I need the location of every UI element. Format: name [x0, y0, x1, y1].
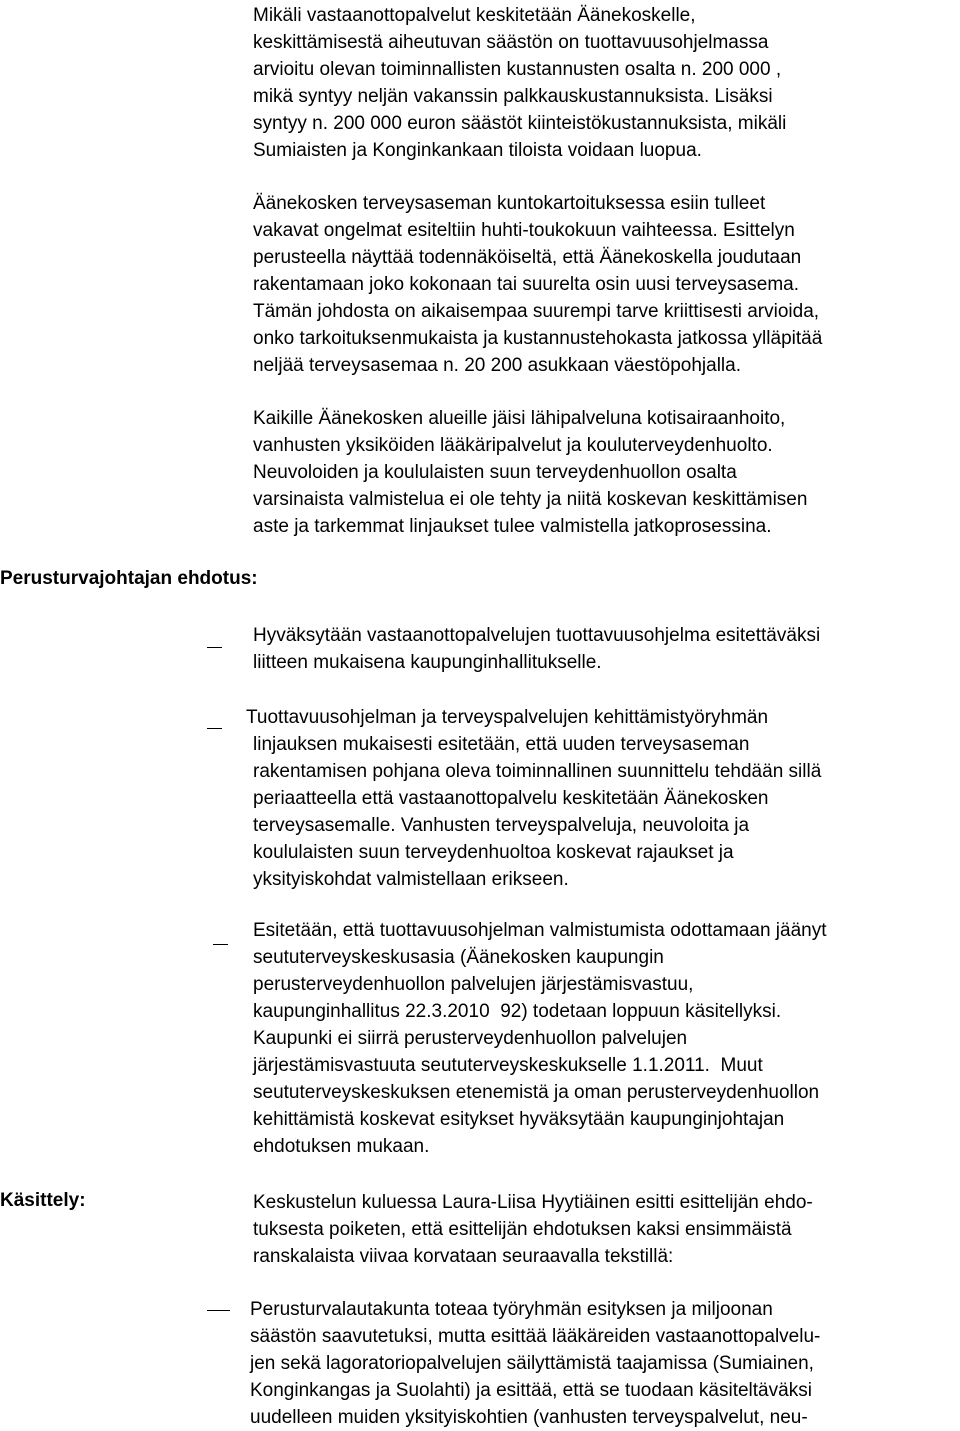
handling-label: Käsittely: — [0, 1190, 86, 1211]
proposal-item-1: Hyväksytään vastaanottopalvelujen tuottavuusohjelma esitettäväksi liitteen mukaisena kaupunginhallitukselle. — [253, 625, 821, 673]
proposal-item-2-first-line: Tuottavuusohjelman ja terveyspalvelujen kehittämistyöryhmän — [246, 707, 769, 728]
paragraph-local-services: Kaikille Äänekosken alueille jäisi lähipalveluna kotisairaanhoito, vanhusten yksiköiden lääkäripalvelut ja kouluterveydenhuolto. Neuvoloiden ja koululaisten suun terveydenhuollon osalta varsinaista valmistelua ei ole tehty ja niitä koskevan keskittämisen aste ja tarkemmat linjaukset tulee valmistella jatkoprosessina. — [253, 408, 808, 537]
proposal-item-3: Esitetään, että tuottavuusohjelman valmistumista odottamaan jäänyt seututerveyskeskusasia (Äänekosken kaupungin perusterveydenhuollon palvelujen järjestämisvastuu, kaupunginhallitus 22.3.2010 92) todetaan loppuun käsitellyksi. Kaupunki ei siirrä perusterveydenhuollon palvelujen järjestämisvastuuta seututerveyskeskukselle 1.1.2011. Muut seututerveyskeskuksen etenemistä ja oman perusterveydenhuollon kehittämistä koskevat esitykset hyväksytään kaupunginjohtajan ehdotuksen mukaan. — [253, 920, 827, 1157]
underscore-bullet-marker — [207, 647, 222, 648]
proposal-item-2: linjauksen mukaisesti esitetään, että uuden terveysaseman rakentamisen pohjana oleva toiminnallinen suunnittelu tehdään sillä periaatteella että vastaanottopalvelu keskitetään Äänekosken terveysasemalle. Vanhusten terveyspalveluja, neuvoloita ja koululaisten suun terveydenhuoltoa koskevat rajaukset ja yksityiskohdat valmistellaan erikseen. — [253, 734, 822, 890]
handling-proposed-text: Perusturvalautakunta toteaa työryhmän esityksen ja miljoonan säästön saavutetuksi, mutta esittää lääkäreiden vastaanottopalvelu- jen sekä lagoratoriopalvelujen säilyttämistä taajamissa (Sumiainen, Konginkangas ja Suolahti) ja esittää, että se tuodaan käsiteltäväksi uudelleen muiden yksityiskohtien (vanhusten terveyspalvelut, neu- — [250, 1299, 821, 1428]
proposal-label: Perusturvajohtajan ehdotus: — [0, 568, 258, 589]
underscore-bullet-marker — [207, 728, 222, 729]
paragraph-health-station: Äänekosken terveysaseman kuntokartoituksessa esiin tulleet vakavat ongelmat esiteltiin huhti-toukokuun vaihteessa. Esittelyn perusteella näyttää todennäköiseltä, että Äänekoskella joudutaan rakentamaan joko kokonaan tai suurelta osin uusi terveysasema. Tämän johdosta on aikaisempaa suurempi tarve kriittisesti arvioida, onko tarkoituksenmukaista ja kustannustehokasta jatkossa ylläpitää neljää terveysasemaa n. 20 200 asukkaan väestöpohjalla. — [253, 193, 823, 376]
underscore-bullet-marker — [213, 944, 228, 945]
paragraph-savings: Mikäli vastaanottopalvelut keskitetään Äänekoskelle, keskittämisestä aiheutuvan säästön on tuottavuusohjelmassa arvioitu olevan toiminnallisten kustannusten osalta n. 200 000 , mikä syntyy neljän vakanssin palkkauskustannuksista. Lisäksi syntyy n. 200 000 euron säästöt kiinteistökustannuksista, mikäli Sumiaisten ja Konginkankaan tiloista voidaan luopua. — [253, 5, 787, 161]
dash-bullet-marker — [207, 1310, 230, 1311]
handling-text: Keskustelun kuluessa Laura-Liisa Hyytiäinen esitti esittelijän ehdo- tuksesta poiketen, että esittelijän ehdotuksen kaksi ensimmäistä ranskalaista viivaa korvataan seuraavalla tekstillä: — [253, 1192, 813, 1267]
